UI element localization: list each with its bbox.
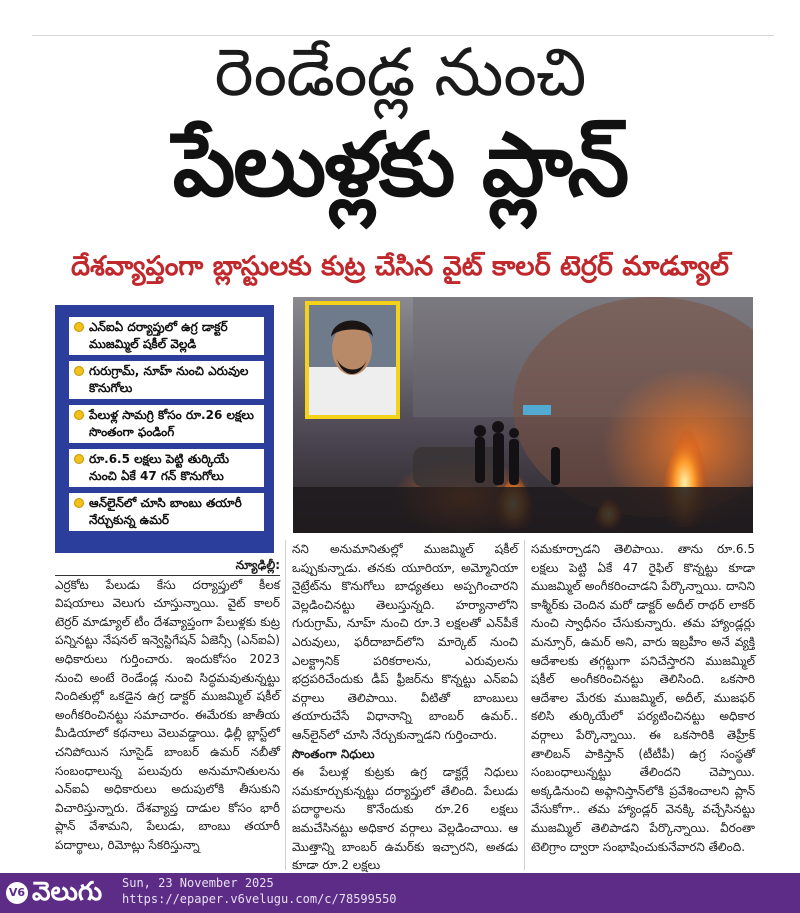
highlight-item: ఆన్‌లైన్‌లో చూసి బాంబు తయారీ నేర్చుకున్న ఉమర్: [69, 493, 264, 531]
article-column-3: [531, 540, 755, 856]
headline-main: పేలుళ్లకు ప్లాన్: [172, 113, 628, 216]
column-1-text: ఎర్రకోట పేలుడు కేసు దర్యాప్తులో కీలక విషయాలు వెలుగు చూస్తున్నాయి. వైట్ కాలర్ టెర్రర్ మాడ్యూల్ టీం దేశవ్యాప్తంగా పేలుళ్లకు కుట్ర పన్నినట్టు నేషనల్ ఇన్వెస్టిగేషన్ ఏజెన్సీ (ఎన్ఐఏ) అధికారులు గుర్తించారు. ఇందుకోసం 2023 నుంచి అంటే రెండేండ్ల నుంచి సిద్ధమవుతున్నట్టు నిందితుల్లో ఒకడైన ఉగ్ర డాక్టర్ ముజమ్మిల్ షకీల్ అంగీకరించినట్టు సమాచారం. ఈమేరకు జాతీయ మీడియాలో కథనాలు వెలువడ్డాయి. ఢిల్లీ బ్లాస్ట్‌లో చనిపోయిన సూసైడ్ బాంబర్ ఉమర్ నబీతో సంబంధాలున్న పలువురు అనుమానితులను ఎన్ఐఏ అధికారులు అదుపులోకి తీసుకుని విచారిస్తున్నారు. దేశవ్యాప్త దాడుల కోసం భారీ ప్లాన్ వేశామని, పేలుడు, బాంబు తయారీ పదార్థాలు, రిమోట్లు సేకరిస్తున్నా: [55, 577, 280, 852]
headline-kicker: రెండేండ్ల నుంచి: [214, 34, 586, 111]
velugu-logo: వెలుగు: [32, 877, 103, 907]
bullet-dot-icon: [74, 322, 84, 332]
v6-logo-icon: V6: [6, 882, 28, 904]
bullet-dot-icon: [74, 366, 84, 376]
column-divider: [285, 540, 286, 870]
edition-date: Sun, 23 November 2025: [122, 876, 274, 890]
bullet-dot-icon: [74, 454, 84, 464]
highlight-item: ఎన్ఐఏ దర్యాప్తులో ఉగ్ర డాక్టర్ ముజమ్మిల్ షకీల్ వెల్లడి: [69, 317, 264, 355]
highlights-list: [55, 305, 274, 531]
article-column-2: [292, 540, 518, 875]
blast-scene-illustration: [293, 297, 753, 533]
bullet-dot-icon: [74, 410, 84, 420]
article-column-1: [55, 556, 280, 855]
subheadline: దేశవ్యాప్తంగా బ్లాస్టులకు కుట్ర చేసిన వైట్ కాలర్ టెర్రర్ మాడ్యూల్: [70, 251, 730, 282]
highlight-item: గురుగ్రామ్, నూహ్ నుంచి ఎరువుల కొనుగోలు: [69, 361, 264, 399]
highlights-box: [55, 305, 274, 553]
dateline: న్యూఢిల్లీ:: [55, 556, 280, 576]
highlight-item: రూ.6.5 లక్షలు పెట్టి తుర్కియే నుంచి ఏకే 47 గన్ కొనుగోలు: [69, 449, 264, 487]
highlight-item: పేలుళ్ల సామగ్రి కోసం రూ.26 లక్షలు సొంతంగా ఫండింగ్: [69, 405, 264, 443]
blast-scene-photo: [293, 297, 753, 533]
footer-bar: [0, 873, 800, 913]
section-subhead: సొంతంగా నిధులు: [292, 746, 375, 761]
epaper-url: https://epaper.v6velugu.com/c/78599550: [122, 892, 397, 906]
column-2-text: నని అనుమానితుల్లో ముజమ్మిల్ షకీల్ ఒప్పుకున్నాడు. తనకు యూరియా, అమ్మోనియా నైట్రేట్‌ను కొనుగోలు బాధ్యతలు అప్పగించారని వెల్లడించినట్టు తెలుస్తున్నది. హర్యానాలోని గురుగ్రామ్, నూహ్ నుంచి రూ.3 లక్షలతో ఎన్‌పీకే ఎరువులు, ఫరీదాబాద్‌లోని మార్కెట్ నుంచి ఎలక్ట్రానిక్ పరికరాలను, ఎరువులను భద్రపరిచేందుకు డీప్ ఫ్రీజర్‌ను కొన్నట్టు ఎన్ఐఏ వర్గాలు తెలిపాయి. వీటితో బాంబులు తయారుచేసే విధానాన్ని బాంబర్ ఉమర్.. ఆన్‌లైన్‌లో చూసి నేర్చుకున్నాడని గుర్తించారు.: [292, 542, 518, 742]
column-2b-text: ఈ పేలుళ్ల కుట్రకు ఉగ్ర డాక్టర్లే నిధులు సమకూర్చుకున్నట్టు దర్యాప్తులో తేలింది. పేలుడు పదార్థాలను కొనేందుకు రూ.26 లక్షలు జమచేసినట్టు అధికార వర్గాలు వెల్లడించాయి. ఆ మొత్తాన్ని బాంబర్ ఉమర్‌కు ఇచ్చారని, అతడు కూడా రూ.2 లక్షలు: [292, 765, 518, 873]
column-3-text: సమకూర్చాడని తెలిపాయి. తాను రూ.6.5 లక్షలు పెట్టి ఏకే 47 రైఫిల్ కొన్నట్టు కూడా ముజమ్మిల్ అంగీకరించాడని పేర్కొన్నాయి. దానిని కాశ్మీర్‌కు చెందిన మరో డాక్టర్ అదీల్ రాథర్ లాకర్ నుంచి స్వాధీనం చేసుకున్నారు. తమ హ్యాండ్లర్లు మన్సూర్, ఉమర్ అని, వారు ఇబ్రహీం అనే వ్యక్తి ఆదేశాలకు తగ్గట్టుగా పనిచేస్తారని ముజమ్మిల్ షకీల్ అంగీకరించినట్టు తెలిసింది. ఒకసారి ఆదేశాల మేరకు ముజమ్మిల్, అదీల్, ముజఫర్ కలిసి తుర్కియేలో పర్యటించినట్టు అధికార వర్గాలు పేర్కొన్నాయి. ఈ ఒకసారికి తెహ్రీక్ తాలిబన్ పాకిస్తాన్ (టీటీపీ) ఉగ్ర సంస్థతో సంబంధాలున్నట్టు తేలిందని చెప్పాయి. అక్కడినుంచి అఫ్గానిస్తాన్‌లోకి ప్రవేశించాలని ప్లాన్ వేసుకోగా.. తమ హ్యాండ్లర్ వెనక్కి వచ్చేసినట్టు ముజమ్మిల్ తెలిపాడని పేర్కొన్నాయి. వీరంతా టెలిగ్రాం ద్వారా సంభాషించుకునేవారని తేలింది.: [531, 542, 755, 854]
column-divider: [524, 540, 525, 870]
bullet-dot-icon: [74, 498, 84, 508]
